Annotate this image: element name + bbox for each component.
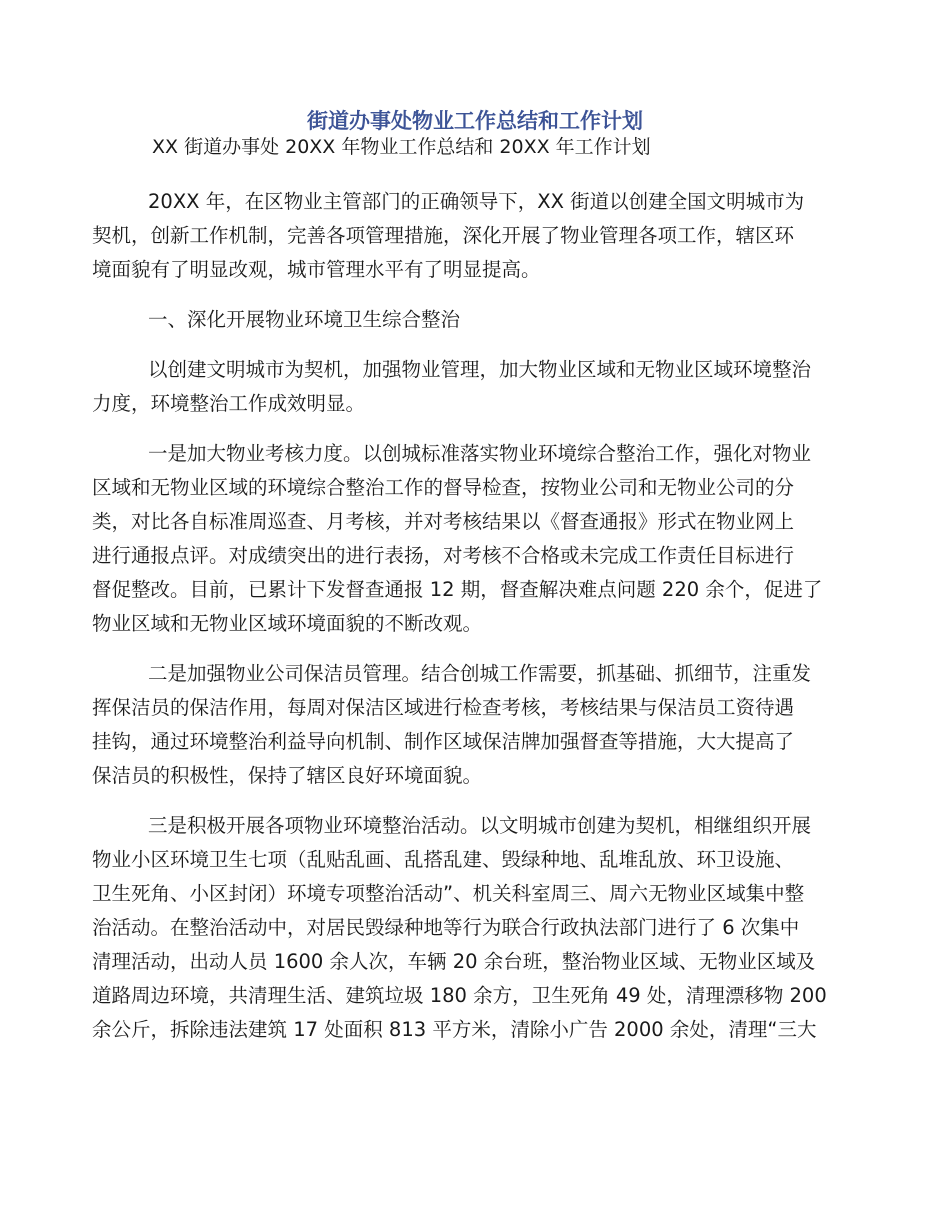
paragraph-line: 境面貌有了明显改观，城市管理水平有了明显提高。 (92, 258, 541, 281)
paragraph-line: 清理活动，出动人员 1600 余人次，车辆 20 余台班，整治物业区域、无物业区域及 (92, 950, 816, 973)
paragraph-line: 挂钩，通过环境整治利益导向机制、制作区域保洁牌加强督查等措施，大大提高了 (92, 730, 795, 753)
paragraph-line: 物业小区环境卫生七项（乱贴乱画、乱搭乱建、毁绿种地、乱堆乱放、环卫设施、 (92, 848, 795, 871)
paragraph-line: 督促整改。目前，已累计下发督查通报 12 期，督查解决难点问题 220 余个，促进了 (92, 578, 823, 601)
paragraph-line: 进行通报点评。对成绩突出的进行表扬，对考核不合格或未完成工作责任目标进行 (92, 544, 795, 567)
paragraph-line: 卫生死角、小区封闭）环境专项整治活动”、机关科室周三、周六无物业区域集中整 (92, 882, 805, 905)
paragraph-line: 一、深化开展物业环境卫生综合整治 (148, 308, 461, 331)
body-paragraph (92, 657, 862, 793)
paragraph-line: 挥保洁员的保洁作用，每周对保洁区域进行检查考核，考核结果与保洁员工资待遇 (92, 696, 795, 719)
body-paragraph (92, 303, 862, 337)
paragraph-line: 保洁员的积极性，保持了辖区良好环境面貌。 (92, 764, 483, 787)
paragraph-line: 二是加强物业公司保洁员管理。结合创城工作需要，抓基础、抓细节，注重发 (148, 662, 812, 685)
body-paragraph (92, 185, 862, 287)
body-paragraph (92, 809, 862, 1047)
paragraph-line: 道路周边环境，共清理生活、建筑垃圾 180 余方，卫生死角 49 处，清理漂移物 200 (92, 984, 827, 1007)
document-subtitle: XX 街道办事处 20XX 年物业工作总结和 20XX 年工作计划 (152, 136, 651, 158)
document-title: 街道办事处物业工作总结和工作计划 (307, 109, 643, 133)
paragraph-line: 力度，环境整治工作成效明显。 (92, 392, 366, 415)
paragraph-line: 以创建文明城市为契机，加强物业管理，加大物业区域和无物业区域环境整治 (148, 358, 812, 381)
body-paragraph (92, 353, 862, 421)
paragraph-line: 类，对比各自标准周巡查、月考核，并对考核结果以《督查通报》形式在物业网上 (92, 510, 795, 533)
paragraph-line: 区域和无物业区域的环境综合整治工作的督导检查，按物业公司和无物业公司的分 (92, 476, 795, 499)
paragraph-line: 物业区域和无物业区域环境面貌的不断改观。 (92, 612, 483, 635)
paragraph-line: 20XX 年，在区物业主管部门的正确领导下，XX 街道以创建全国文明城市为 (148, 190, 805, 213)
paragraph-line: 契机，创新工作机制，完善各项管理措施，深化开展了物业管理各项工作，辖区环 (92, 224, 795, 247)
paragraph-line: 治活动。在整治活动中，对居民毁绿种地等行为联合行政执法部门进行了 6 次集中 (92, 916, 800, 939)
paragraph-line: 一是加大物业考核力度。以创城标准落实物业环境综合整治工作，强化对物业 (148, 442, 812, 465)
body-paragraph (92, 437, 862, 641)
document-body (92, 185, 862, 1063)
paragraph-line: 余公斤，拆除违法建筑 17 处面积 813 平方米，清除小广告 2000 余处，清理“三大 (92, 1018, 817, 1041)
paragraph-line: 三是积极开展各项物业环境整治活动。以文明城市创建为契机，相继组织开展 (148, 814, 812, 837)
